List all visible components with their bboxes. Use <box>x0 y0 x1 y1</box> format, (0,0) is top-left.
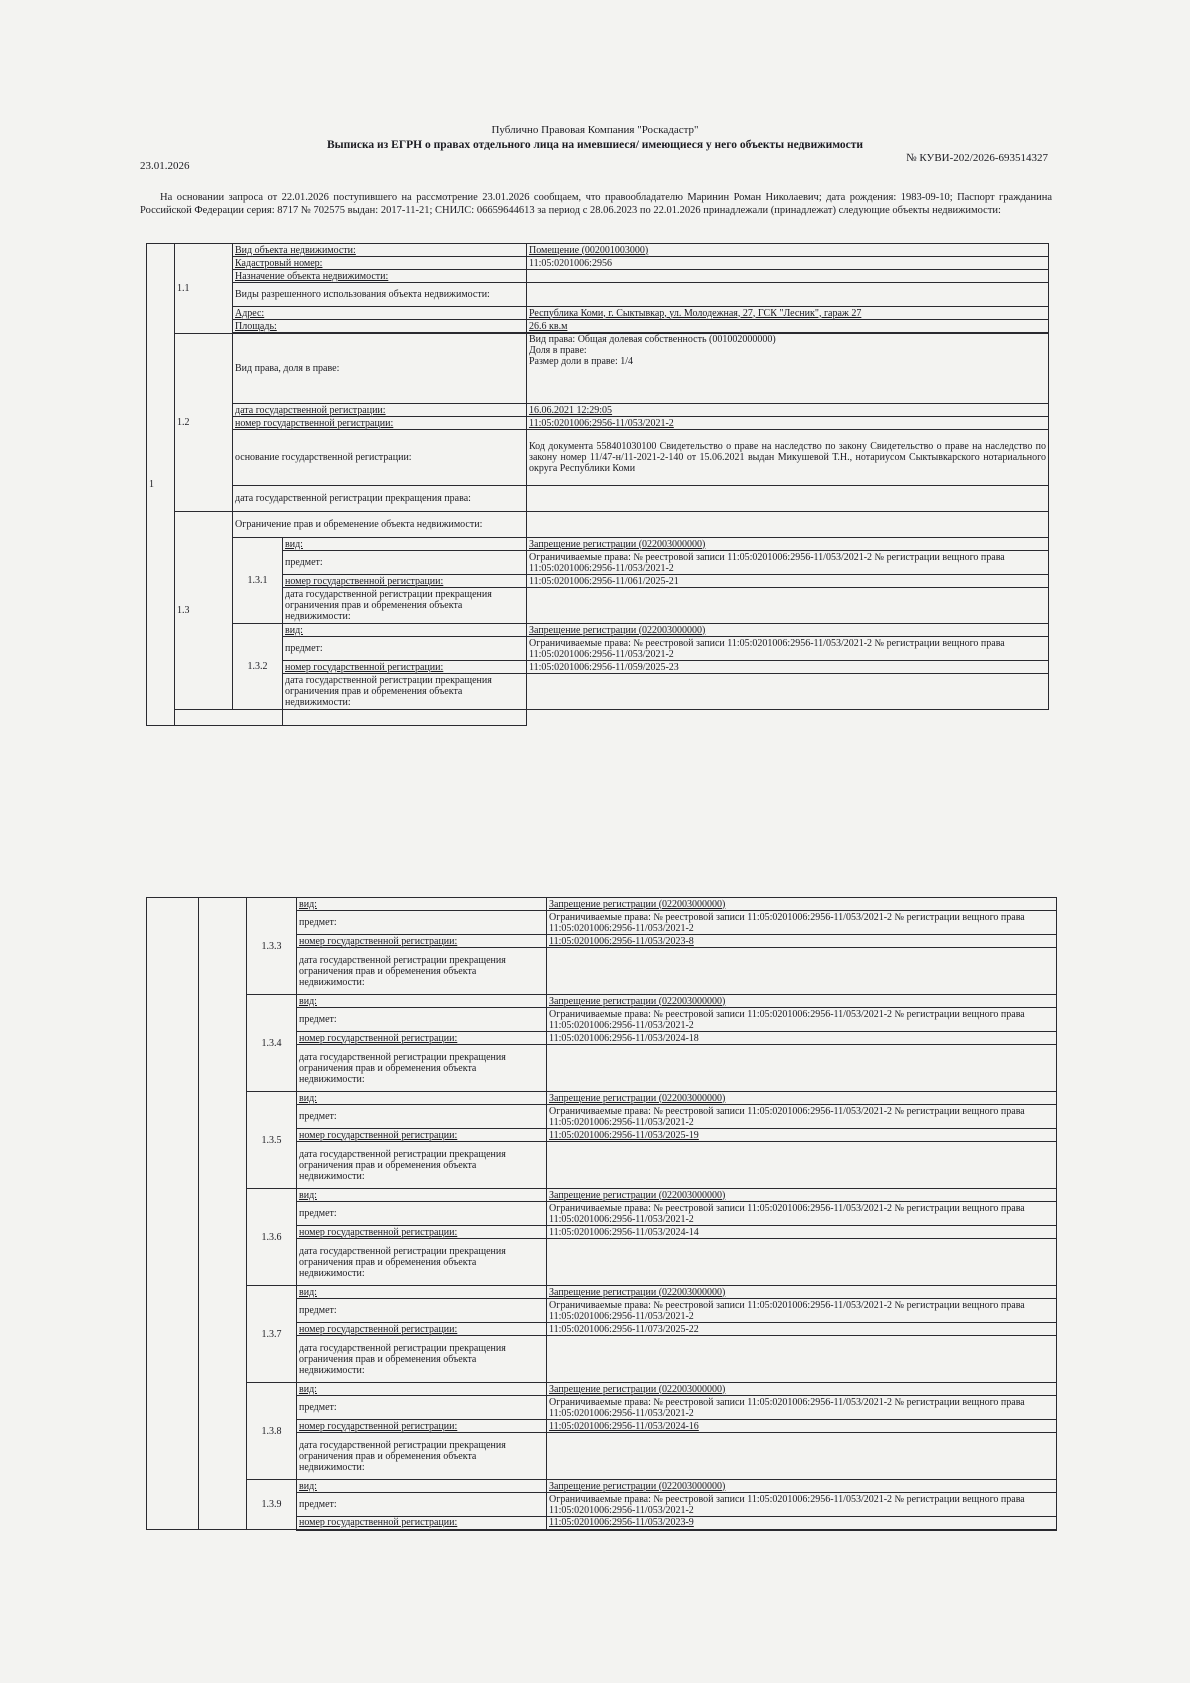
field-value: Запрещение регистрации (022003000000) <box>547 1189 1057 1202</box>
field-label: номер государственной регистрации: <box>233 417 527 430</box>
document-number: № КУВИ-202/2026-693514327 <box>906 152 1048 164</box>
field-value <box>527 674 1049 710</box>
field-label: предмет: <box>297 1493 547 1517</box>
field-value: 11:05:0201006:2956-11/053/2025-19 <box>547 1129 1057 1142</box>
field-label: дата государственной регистрации прекращения ограничения прав и обременения объекта недвижимости: <box>297 1433 547 1480</box>
field-value <box>547 1142 1057 1189</box>
field-label: номер государственной регистрации: <box>297 1129 547 1142</box>
field-value: 11:05:0201006:2956-11/061/2025-21 <box>527 575 1049 588</box>
organization-name: Публично Правовая Компания "Роскадастр" <box>491 124 699 136</box>
field-value: 11:05:0201006:2956-11/053/2021-2 <box>527 417 1049 430</box>
field-value: Запрещение регистрации (022003000000) <box>547 898 1057 911</box>
field-label: дата государственной регистрации прекращения ограничения прав и обременения объекта недвижимости: <box>283 588 527 624</box>
field-value <box>547 1433 1057 1480</box>
field-label: предмет: <box>283 637 527 661</box>
field-label: предмет: <box>297 1202 547 1226</box>
field-label: вид: <box>297 1480 547 1493</box>
field-value <box>527 334 1049 404</box>
field-value: Ограничиваемые права: № реестровой записи 11:05:0201006:2956-11/053/2021-2 № регистрации вещного права 11:05:0201006:2956-11/053/2021-2 <box>547 1396 1057 1420</box>
restriction-number: 1.3.3 <box>247 898 297 995</box>
field-label: дата государственной регистрации прекращения ограничения прав и обременения объекта недвижимости: <box>297 1142 547 1189</box>
right-kind: Вид права: Общая долевая собственность (001002000000) <box>529 334 776 345</box>
field-label: вид: <box>297 1383 547 1396</box>
field-value: Запрещение регистрации (022003000000) <box>547 995 1057 1008</box>
field-label: дата государственной регистрации: <box>233 404 527 417</box>
section-column <box>147 898 199 1530</box>
field-value: 11:05:0201006:2956-11/073/2025-22 <box>547 1323 1057 1336</box>
field-value <box>527 588 1049 624</box>
field-label: номер государственной регистрации: <box>297 1420 547 1433</box>
field-label: дата государственной регистрации прекращения права: <box>233 486 527 512</box>
field-value: 11:05:0201006:2956-11/053/2024-16 <box>547 1420 1057 1433</box>
field-label: номер государственной регистрации: <box>297 1032 547 1045</box>
field-value: Ограничиваемые права: № реестровой записи 11:05:0201006:2956-11/053/2021-2 № регистрации вещного права 11:05:0201006:2956-11/053/2021-2 <box>547 911 1057 935</box>
field-label: Назначение объекта недвижимости: <box>233 270 527 283</box>
field-label: номер государственной регистрации: <box>297 1517 547 1530</box>
restriction-number: 1.3.9 <box>247 1480 297 1530</box>
restriction-number: 1.3.1 <box>233 538 283 624</box>
restriction-number: 1.3.2 <box>233 624 283 710</box>
subsection-column <box>199 898 247 1530</box>
field-label: Кадастровый номер: <box>233 257 527 270</box>
field-label: предмет: <box>297 1396 547 1420</box>
field-label: Площадь: <box>233 320 527 333</box>
restriction-number: 1.3.4 <box>247 995 297 1092</box>
subsection-number: 1.1 <box>175 244 233 334</box>
field-label: вид: <box>283 538 527 551</box>
field-value <box>547 1239 1057 1286</box>
field-value: Запрещение регистрации (022003000000) <box>547 1092 1057 1105</box>
document-title: Выписка из ЕГРН о правах отдельного лица на имевшиеся/ имеющиеся у него объекты недвижимости <box>326 139 864 151</box>
field-value: Запрещение регистрации (022003000000) <box>527 538 1049 551</box>
field-label: дата государственной регистрации прекращения ограничения прав и обременения объекта недвижимости: <box>297 948 547 995</box>
field-value: Помещение (002001003000) <box>527 244 1049 257</box>
field-value <box>527 283 1049 307</box>
field-label: предмет: <box>297 1105 547 1129</box>
field-label: вид: <box>297 995 547 1008</box>
subsection-number: 1.2 <box>175 334 233 512</box>
field-value: Ограничиваемые права: № реестровой записи 11:05:0201006:2956-11/053/2021-2 № регистрации вещного права 11:05:0201006:2956-11/053/2021-2 <box>547 1299 1057 1323</box>
field-value: 11:05:0201006:2956-11/053/2023-9 <box>547 1517 1057 1530</box>
field-value <box>527 512 1049 538</box>
field-value: Ограничиваемые права: № реестровой записи 11:05:0201006:2956-11/053/2021-2 № регистрации вещного права 11:05:0201006:2956-11/053/2021-2 <box>547 1105 1057 1129</box>
field-value: 16.06.2021 12:29:05 <box>527 404 1049 417</box>
field-value: 11:05:0201006:2956-11/053/2024-18 <box>547 1032 1057 1045</box>
field-value: Ограничиваемые права: № реестровой записи 11:05:0201006:2956-11/053/2021-2 № регистрации вещного права 11:05:0201006:2956-11/053/2021-2 <box>547 1493 1057 1517</box>
restriction-number: 1.3.6 <box>247 1189 297 1286</box>
field-value: Ограничиваемые права: № реестровой записи 11:05:0201006:2956-11/053/2021-2 № регистрации вещного права 11:05:0201006:2956-11/053/2021-2 <box>547 1202 1057 1226</box>
field-label: номер государственной регистрации: <box>297 1323 547 1336</box>
field-label: номер государственной регистрации: <box>297 935 547 948</box>
field-value: 11:05:0201006:2956-11/053/2024-14 <box>547 1226 1057 1239</box>
field-value <box>527 486 1049 512</box>
table-spacer <box>283 710 527 726</box>
intro-paragraph: На основании запроса от 22.01.2026 поступившего на рассмотрение 23.01.2026 сообщаем, что правообладателю Маринин Роман Николаевич; дата рождения: 1983-09-10; Паспорт гражданина Российской Федерации серия: 8717 № 702575 выдан: 2017-11-21; СНИЛС: 06659644613 за период с 28.06.2023 по 22.01.2026 принадлежали (принадлежат) следующие объекты недвижимости: <box>140 192 1052 216</box>
field-value <box>527 270 1049 283</box>
field-value <box>547 948 1057 995</box>
property-table-part1 <box>146 243 1049 726</box>
field-label: дата государственной регистрации прекращения ограничения прав и обременения объекта недвижимости: <box>297 1336 547 1383</box>
field-value: 11:05:0201006:2956 <box>527 257 1049 270</box>
field-label: предмет: <box>297 1008 547 1032</box>
field-value <box>547 1045 1057 1092</box>
field-label: номер государственной регистрации: <box>297 1226 547 1239</box>
share-label: Доля в праве: <box>529 345 587 356</box>
field-label: предмет: <box>297 1299 547 1323</box>
restriction-number: 1.3.5 <box>247 1092 297 1189</box>
field-label: дата государственной регистрации прекращения ограничения прав и обременения объекта недвижимости: <box>297 1045 547 1092</box>
field-value: Ограничиваемые права: № реестровой записи 11:05:0201006:2956-11/053/2021-2 № регистрации вещного права 11:05:0201006:2956-11/053/2021-2 <box>527 637 1049 661</box>
field-value: Запрещение регистрации (022003000000) <box>527 624 1049 637</box>
field-label: вид: <box>297 1286 547 1299</box>
field-value: Запрещение регистрации (022003000000) <box>547 1480 1057 1493</box>
field-label: дата государственной регистрации прекращения ограничения прав и обременения объекта недвижимости: <box>297 1239 547 1286</box>
field-label: номер государственной регистрации: <box>283 575 527 588</box>
field-label: предмет: <box>283 551 527 575</box>
field-value: Ограничиваемые права: № реестровой записи 11:05:0201006:2956-11/053/2021-2 № регистрации вещного права 11:05:0201006:2956-11/053/2021-2 <box>547 1008 1057 1032</box>
field-label: дата государственной регистрации прекращения ограничения прав и обременения объекта недвижимости: <box>283 674 527 710</box>
field-value: Запрещение регистрации (022003000000) <box>547 1286 1057 1299</box>
share-size: Размер доли в праве: 1/4 <box>529 356 634 367</box>
field-value: 11:05:0201006:2956-11/059/2025-23 <box>527 661 1049 674</box>
restriction-number: 1.3.7 <box>247 1286 297 1383</box>
section-number: 1 <box>147 244 175 726</box>
field-label: вид: <box>297 1092 547 1105</box>
field-value: Запрещение регистрации (022003000000) <box>547 1383 1057 1396</box>
field-value: 11:05:0201006:2956-11/053/2023-8 <box>547 935 1057 948</box>
field-label: предмет: <box>297 911 547 935</box>
document-date: 23.01.2026 <box>140 160 190 172</box>
field-label: вид: <box>283 624 527 637</box>
field-value: Республика Коми, г. Сыктывкар, ул. Молодежная, 27, ГСК "Лесник", гараж 27 <box>527 307 1049 320</box>
property-table-part2 <box>146 897 1057 1531</box>
field-label: вид: <box>297 1189 547 1202</box>
field-label: основание государственной регистрации: <box>233 430 527 486</box>
field-label: Ограничение прав и обременение объекта недвижимости: <box>233 512 527 538</box>
field-label: номер государственной регистрации: <box>283 661 527 674</box>
field-label: Виды разрешенного использования объекта недвижимости: <box>233 283 527 307</box>
field-value <box>547 1336 1057 1383</box>
subsection-number: 1.3 <box>175 512 233 710</box>
field-value: Код документа 558401030100 Свидетельство о праве на наследство по закону Свидетельство о праве на наследство по закону номер 11/47-н/11-2021-2-140 от 15.06.2021 выдан Микушевой Т.Н., нотариусом Сыктывкарского нотариального округа Республики Коми <box>527 430 1049 486</box>
field-label: вид: <box>297 898 547 911</box>
field-label: Вид объекта недвижимости: <box>233 244 527 257</box>
restriction-number: 1.3.8 <box>247 1383 297 1480</box>
field-value: Ограничиваемые права: № реестровой записи 11:05:0201006:2956-11/053/2021-2 № регистрации вещного права 11:05:0201006:2956-11/053/2021-2 <box>527 551 1049 575</box>
field-label: Адрес: <box>233 307 527 320</box>
field-label: Вид права, доля в праве: <box>233 334 527 404</box>
field-value: 26.6 кв.м <box>527 320 1049 333</box>
table-spacer <box>175 710 283 726</box>
